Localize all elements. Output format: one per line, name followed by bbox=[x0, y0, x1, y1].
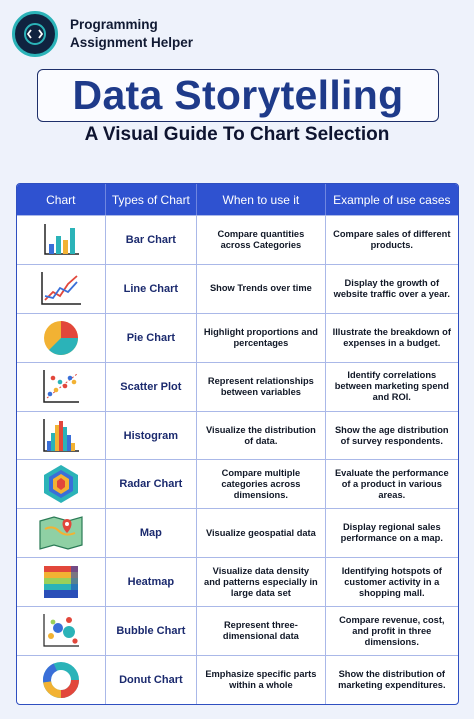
brand-name-line2: Assignment Helper bbox=[70, 35, 194, 50]
histogram-icon bbox=[17, 412, 106, 460]
chart-type-name: Radar Chart bbox=[106, 460, 198, 508]
when-to-use: Visualize data density and patterns especially in large data set bbox=[197, 558, 325, 606]
table-row bbox=[17, 362, 458, 411]
chart-type-name: Map bbox=[106, 509, 198, 557]
example-use-case: Compare sales of different products. bbox=[333, 228, 451, 250]
donut-chart-icon bbox=[17, 656, 106, 704]
table-row bbox=[17, 606, 458, 655]
when-to-use: Highlight proportions and percentages bbox=[197, 314, 325, 362]
heatmap-icon bbox=[17, 558, 106, 606]
brand-name-line1: Programming bbox=[70, 17, 158, 32]
table-header bbox=[17, 184, 458, 215]
line-chart-icon bbox=[17, 265, 106, 313]
table-row bbox=[17, 508, 458, 557]
table-row bbox=[17, 215, 458, 264]
when-to-use: Show Trends over time bbox=[197, 265, 325, 313]
when-to-use: Compare multiple categories across dimensions. bbox=[197, 460, 325, 508]
brand-logo-icon bbox=[12, 11, 58, 57]
header-example-use-cases: Example of use cases bbox=[333, 192, 451, 207]
when-to-use: Emphasize specific parts within a whole bbox=[197, 656, 325, 704]
example-use-case: Identify correlations between marketing spend and ROI. bbox=[334, 370, 449, 403]
chart-type-name: Histogram bbox=[106, 412, 198, 460]
chart-type-name: Scatter Plot bbox=[106, 363, 198, 411]
example-use-case: Display the growth of website traffic over a year. bbox=[333, 277, 450, 299]
table-row bbox=[17, 459, 458, 508]
example-use-case: Display regional sales performance on a map. bbox=[340, 522, 443, 544]
brand-header bbox=[12, 10, 193, 58]
chart-type-name: Bubble Chart bbox=[106, 607, 198, 655]
header-chart: Chart bbox=[17, 184, 106, 215]
header-types-of-chart: Types of Chart bbox=[106, 184, 198, 215]
scatter-plot-icon bbox=[17, 363, 106, 411]
table-row bbox=[17, 264, 458, 313]
when-to-use: Compare quantities across Categories bbox=[197, 216, 325, 264]
chart-selection-table bbox=[16, 183, 459, 705]
example-use-case: Evaluate the performance of a product in various areas. bbox=[334, 467, 449, 500]
page-title: Data Storytelling bbox=[72, 72, 404, 118]
table-row bbox=[17, 313, 458, 362]
table-row bbox=[17, 411, 458, 460]
bubble-chart-icon bbox=[17, 607, 106, 655]
example-use-case: Compare revenue, cost, and profit in three dimensions. bbox=[339, 614, 445, 647]
example-use-case: Illustrate the breakdown of expenses in a budget. bbox=[332, 326, 451, 348]
title-box bbox=[37, 69, 439, 122]
brand-name bbox=[70, 16, 193, 52]
when-to-use: Represent three-dimensional data bbox=[197, 607, 325, 655]
table-row bbox=[17, 655, 458, 704]
when-to-use: Visualize geospatial data bbox=[197, 509, 325, 557]
chart-type-name: Line Chart bbox=[106, 265, 198, 313]
chart-type-name: Donut Chart bbox=[106, 656, 198, 704]
when-to-use: Visualize the distribution of data. bbox=[197, 412, 325, 460]
example-use-case: Show the distribution of marketing expenditures. bbox=[338, 668, 446, 690]
page-subtitle: A Visual Guide To Chart Selection bbox=[84, 124, 390, 145]
example-use-case: Show the age distribution of survey respondents. bbox=[334, 424, 449, 446]
when-to-use: Represent relationships between variables bbox=[197, 363, 325, 411]
chart-type-name: Pie Chart bbox=[106, 314, 198, 362]
map-icon bbox=[17, 509, 106, 557]
radar-chart-icon bbox=[17, 460, 106, 508]
pie-chart-icon bbox=[17, 314, 106, 362]
table-row bbox=[17, 557, 458, 606]
header-when-to-use: When to use it bbox=[197, 184, 325, 215]
bar-chart-icon bbox=[17, 216, 106, 264]
chart-type-name: Bar Chart bbox=[106, 216, 198, 264]
example-use-case: Identifying hotspots of customer activity in a shopping mall. bbox=[341, 565, 442, 598]
chart-type-name: Heatmap bbox=[106, 558, 198, 606]
